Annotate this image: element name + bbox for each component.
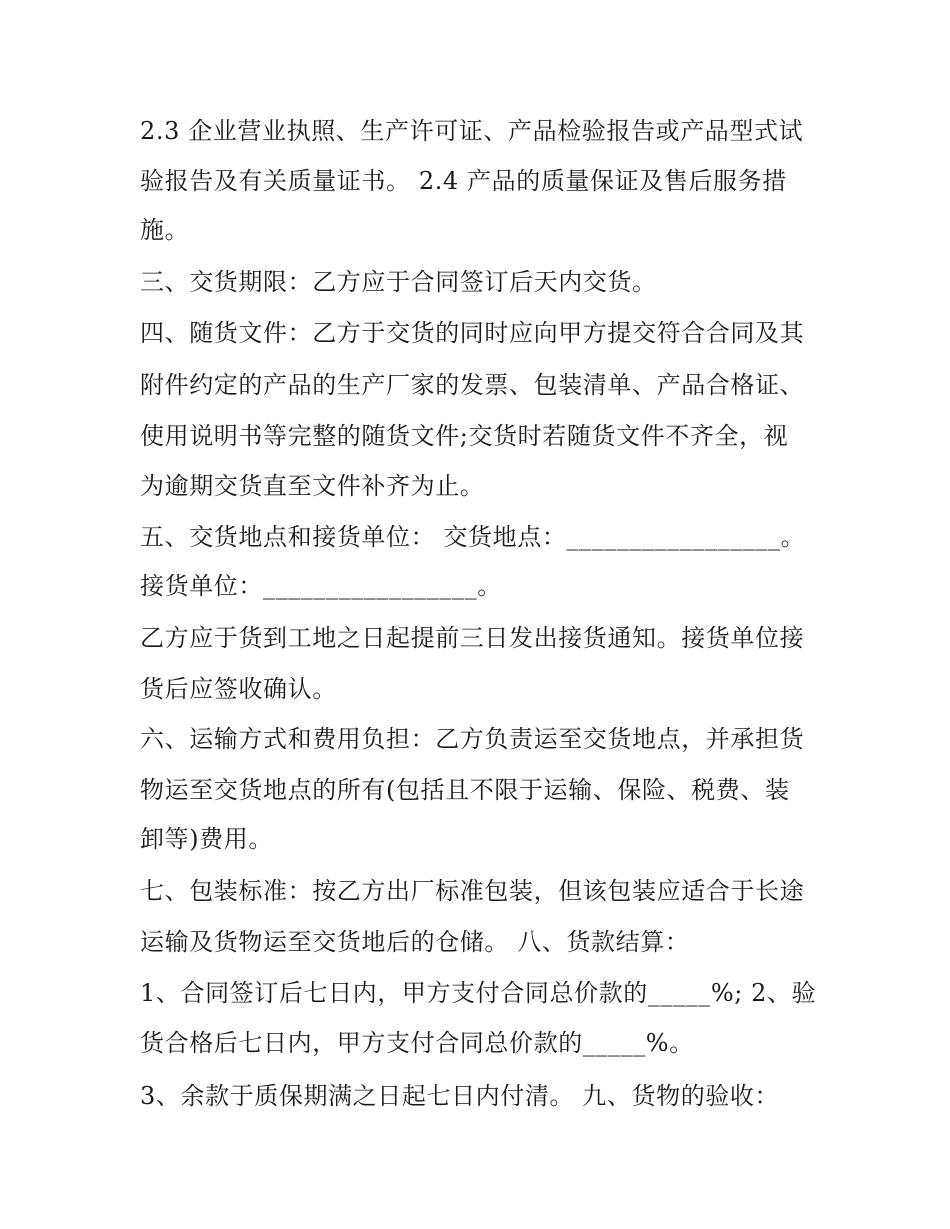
text-line-3: 施。 <box>140 216 190 244</box>
text-line-7: 使用说明书等完整的随货文件;交货时若随货文件不齐全，视 <box>140 422 789 450</box>
text-line-4: 三、交货期限：乙方应于合同签订后天内交货。 <box>140 268 657 296</box>
text-line-18: 1、合同签订后七日内，甲方支付合同总价款的_____%; 2、验 <box>140 979 817 1007</box>
text-line-1: 2.3 企业营业执照、生产许可证、产品检验报告或产品型式试 <box>140 117 804 145</box>
text-line-6: 附件约定的产品的生产厂家的发票、包装清单、产品合格证、 <box>140 371 805 399</box>
text-line-15: 卸等)费用。 <box>140 825 273 853</box>
text-line-20: 3、余款于质保期满之日起七日内付清。 九、货物的验收： <box>140 1082 780 1110</box>
text-line-8: 为逾期交货直至文件补齐为止。 <box>140 472 485 500</box>
text-line-16: 七、包装标准：按乙方出厂标准包装，但该包装应适合于长途 <box>140 877 805 905</box>
text-line-19: 货合格后七日内，甲方支付合同总价款的_____%。 <box>140 1029 694 1057</box>
text-line-11: 乙方应于货到工地之日起提前三日发出接货通知。接货单位接 <box>140 624 805 652</box>
text-line-5: 四、随货文件：乙方于交货的同时应向甲方提交符合合同及其 <box>140 319 805 347</box>
text-line-12: 货后应签收确认。 <box>140 675 337 703</box>
text-line-17: 运输及货物运至交货地后的仓储。 八、货款结算： <box>140 928 690 956</box>
text-line-2: 验报告及有关质量证书。 2.4 产品的质量保证及售后服务措 <box>140 167 787 195</box>
text-line-14: 物运至交货地点的所有(包括且不限于运输、保险、税费、装 <box>140 776 790 804</box>
text-line-10: 接货单位：_________________。 <box>140 572 502 600</box>
text-line-13: 六、运输方式和费用负担：乙方负责运至交货地点，并承担货 <box>140 725 805 753</box>
text-line-9: 五、交货地点和接货单位： 交货地点：_________________。 <box>140 523 806 551</box>
